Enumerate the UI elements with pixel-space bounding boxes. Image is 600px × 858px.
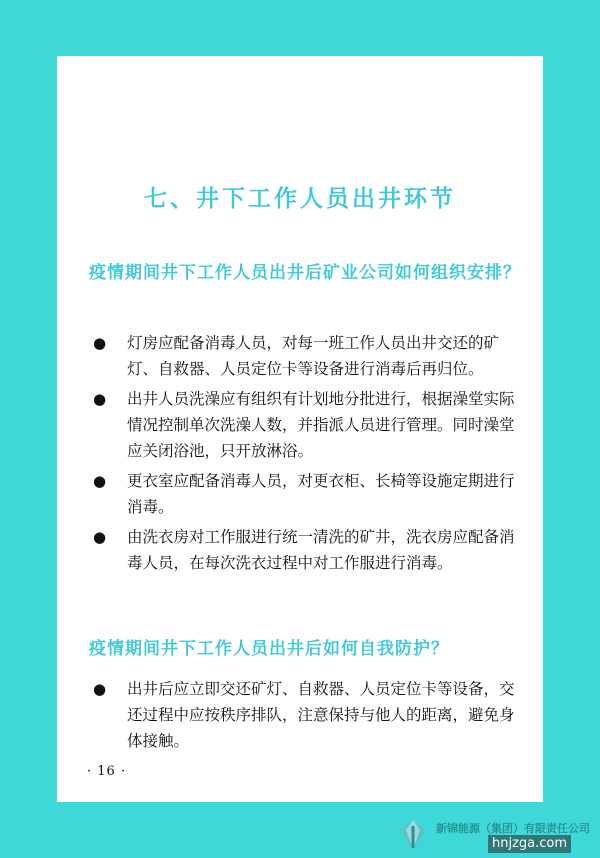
list-item-text: 出井人员洗澡应有组织有计划地分批进行，根据澡堂实际情况控制单次洗澡人数，并指派人员进行管理。同时澡堂应关闭浴池，只开放淋浴。 — [127, 390, 515, 460]
watermark-url: hnjzga.com — [488, 835, 571, 853]
watermark — [396, 816, 596, 856]
bullet-icon: ● — [93, 528, 107, 546]
bullet-icon: ● — [93, 334, 107, 352]
section-heading-2: 疫情期间井下工作人员出井后如何自我防护？ — [89, 639, 449, 659]
bullet-icon: ● — [93, 680, 107, 698]
company-logo-icon — [396, 818, 430, 852]
list-item-text: 出井后应立即交还矿灯、自救器、人员定位卡等设备，交还过程中应按秩序排队，注意保持与他人的距离，避免身体接触。 — [127, 680, 515, 750]
bullet-list-2 — [89, 676, 519, 758]
list-item — [89, 330, 519, 382]
document-page — [57, 56, 543, 802]
list-item-text: 灯房应配备消毒人员，对每一班工作人员出井交还的矿灯、自救器、人员定位卡等设备进行消毒后再归位。 — [127, 334, 500, 378]
list-item — [89, 468, 519, 520]
list-item — [89, 524, 519, 576]
list-item — [89, 676, 519, 754]
bullet-icon: ● — [93, 390, 107, 408]
bullet-list-1 — [89, 330, 519, 580]
list-item-text: 更衣室应配备消毒人员，对更衣柜、长椅等设施定期进行消毒。 — [127, 472, 515, 516]
chapter-title: 七、井下工作人员出井环节 — [144, 186, 456, 212]
list-item — [89, 386, 519, 464]
watermark-company: 新锦能源（集团）有限责任公司 — [436, 822, 590, 835]
bullet-icon: ● — [93, 472, 107, 490]
list-item-text: 由洗衣房对工作服进行统一清洗的矿井，洗衣房应配备消毒人员，在每次洗衣过程中对工作服进行消毒。 — [127, 528, 515, 572]
section-heading-1: 疫情期间井下工作人员出井后矿业公司如何组织安排？ — [89, 263, 521, 283]
page-number: · 16 · — [87, 764, 127, 779]
